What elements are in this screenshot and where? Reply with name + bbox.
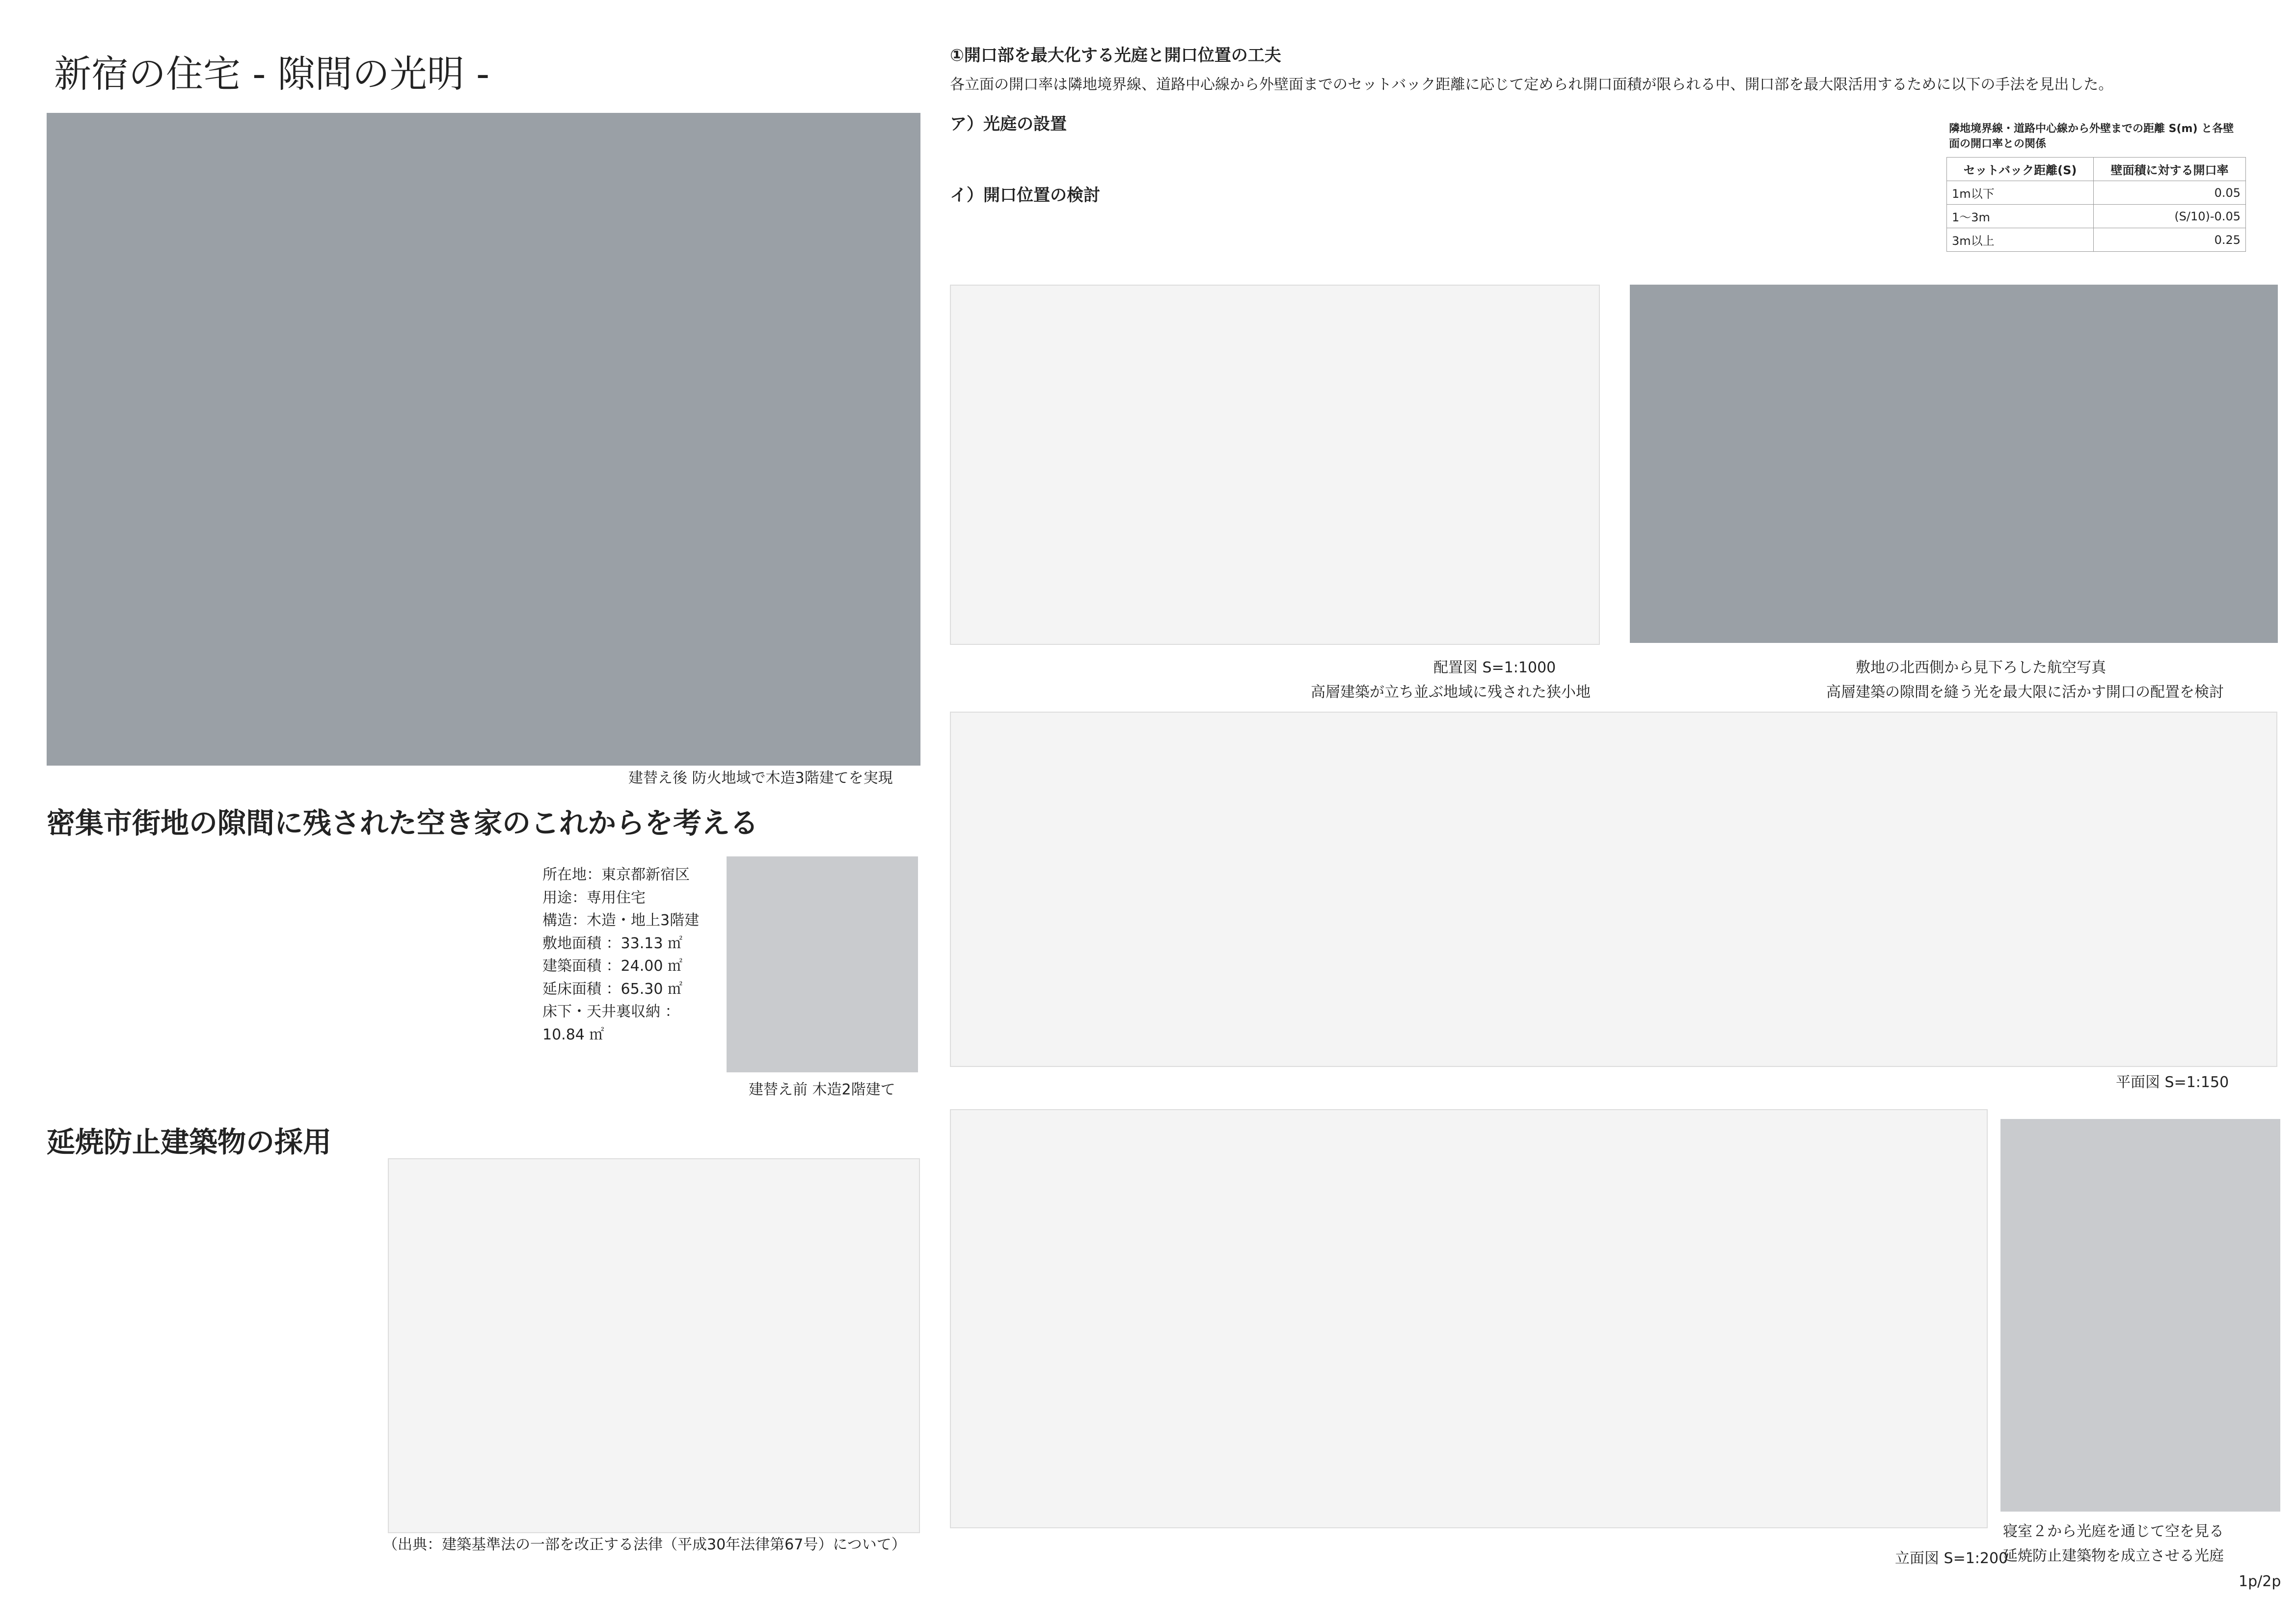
info-box: 所在地：東京都新宿区 用途：専用住宅 構造：木造・地上3階建 敷地面積 ：33.13 ㎡ 建築面積 ：24.00 ㎡ 延床面積 ：65.30 ㎡ 床下・天井裏収納 ：10.84 ㎡ <box>542 866 700 1043</box>
table-title: 隣地境界線・道路中心線から外壁までの距離 S(m) と各壁面の開口率との関係 <box>1949 123 2234 150</box>
site-caption: 高層建築が立ち並ぶ地域に残された狭小地 <box>1311 684 1591 701</box>
page-title: 新宿の住宅 - 隙間の光明 - <box>54 52 490 96</box>
lightwell-caption-2: 延焼防止建築物を成立させる光庭 <box>2003 1547 2224 1565</box>
sub-a: ア）光庭の設置 <box>950 114 1067 134</box>
setback-table: セットバック距離(S) 壁面積に対する開口率 1m以下 0.05 1〜3m (S/10)-0.05 3m以上 0.25 <box>1946 157 2246 252</box>
sub-b: イ）開口位置の検討 <box>950 186 1100 205</box>
caption-after: 建替え後 防火地域で木造3階建てを実現 <box>628 770 893 787</box>
intro-text: 各立面の開口率は隣地境界線、道路中心線から外壁面までのセットバック距離に応じて定められ開口面積が限られる中、開口部を最大限活用するために以下の手法を見出した。 <box>950 76 2113 93</box>
site-scale: 配置図 S=1:1000 <box>1433 659 1556 676</box>
aerial-photo <box>1630 285 2278 643</box>
elevations <box>950 1109 1988 1528</box>
floor-plans <box>950 712 2277 1067</box>
fire-heading: 延焼防止建築物の採用 <box>47 1125 332 1159</box>
caption-before: 建替え前 木造2階建て <box>749 1081 895 1098</box>
lightwell-caption: 寝室２から光庭を通じて空を見る <box>2003 1523 2224 1540</box>
photo-after <box>47 113 920 766</box>
page-number: 1p/2p <box>2239 1573 2281 1590</box>
source-note: （出典：建築基準法の一部を改正する法律（平成30年法律第67号）について） <box>383 1536 906 1553</box>
aerial-caption: 敷地の北西側から見下ろした航空写真 <box>1856 659 2106 676</box>
plan-scale: 平面図 S=1:150 <box>2116 1074 2229 1091</box>
mlit-figure <box>388 1158 920 1533</box>
site-plan <box>950 285 1600 645</box>
photo-before <box>727 856 918 1072</box>
right-heading: ①開口部を最大化する光庭と開口位置の工夫 <box>950 46 1281 65</box>
aerial-caption-2: 高層建築の隙間を縫う光を最大限に活かす開口の配置を検討 <box>1826 684 2224 701</box>
elev-scale: 立面図 S=1:200 <box>1895 1550 2008 1567</box>
section-heading: 密集市街地の隙間に残された空き家のこれからを考える <box>47 806 759 840</box>
lightwell-photo <box>2000 1119 2280 1512</box>
